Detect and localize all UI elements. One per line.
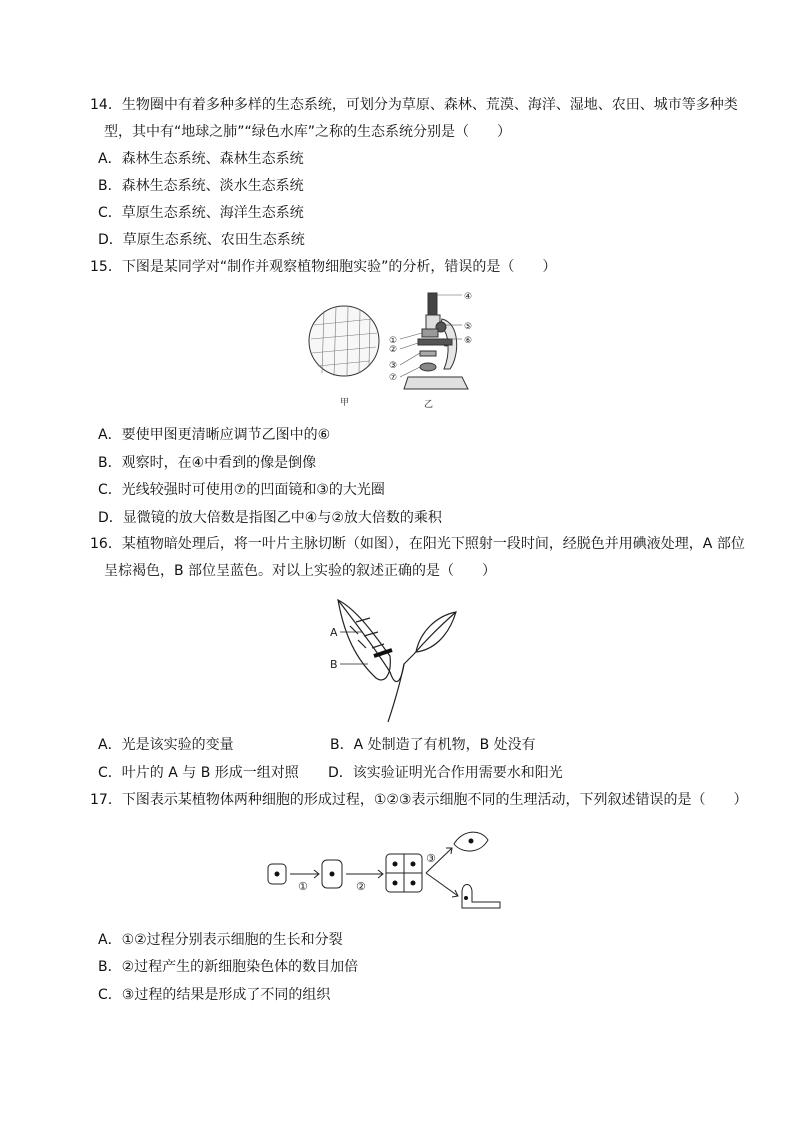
marker-4: ④ — [464, 292, 473, 302]
q17-stem: 17．下图表示某植物体两种细胞的形成过程，①②③表示细胞不同的生理活动，下列叙述错误的是（ ） — [90, 792, 748, 808]
q16-option-a: A．光是该实验的变量 — [98, 737, 234, 753]
marker-2: ② — [389, 345, 398, 355]
q15-stem: 15．下图是某同学对“制作并观察植物细胞实验”的分析，错误的是（ ） — [90, 259, 557, 275]
q16-stem-line2: 呈棕褐色，B 部位呈蓝色。对以上实验的叙述正确的是（ ） — [104, 563, 497, 579]
q17-option-b: B．②过程产生的新细胞染色体的数目加倍 — [98, 959, 359, 975]
microscope-yi — [400, 293, 468, 389]
q17-option-a: A．①②过程分别表示细胞的生长和分裂 — [98, 932, 343, 948]
q16-option-d: D．该实验证明光合作用需要水和阳光 — [328, 765, 563, 781]
step-2-label: ② — [356, 880, 366, 893]
q14-option-d: D．草原生态系统、农田生态系统 — [98, 232, 305, 248]
marker-7: ⑦ — [389, 373, 398, 383]
q17-cell-figure — [266, 820, 526, 920]
leaf-label-b: B — [330, 658, 338, 671]
q16-option-c: C．叶片的 A 与 B 形成一组对照 — [98, 765, 299, 781]
q15-option-c: C．光线较强时可使用⑦的凹面镜和③的大光圈 — [98, 482, 385, 498]
q14-option-b: B．森林生态系统、淡水生态系统 — [98, 178, 304, 194]
q15-option-b: B．观察时，在④中看到的像是倒像 — [98, 455, 317, 471]
q17-option-c: C．③过程的结果是形成了不同的组织 — [98, 987, 331, 1003]
q16-stem-line1: 16．某植物暗处理后，将一叶片主脉切断（如图），在阳光下照射一段时间，经脱色并用碘液处理，A 部位 — [90, 536, 745, 552]
label-jia: 甲 — [340, 398, 350, 408]
q14-stem-line2: 型，其中有“地球之肺”“绿色水库”之称的生态系统分别是（ ） — [104, 124, 512, 140]
marker-6: ⑥ — [464, 336, 473, 346]
q16-leaf-figure — [328, 592, 468, 728]
leaf-label-a: A — [330, 626, 338, 639]
q14-stem-line1: 14．生物圈中有着多种多样的生态系统，可划分为草原、森林、荒漠、海洋、湿地、农田、城市等多种类 — [90, 97, 738, 113]
label-yi: 乙 — [424, 400, 434, 410]
q14-option-c: C．草原生态系统、海洋生态系统 — [98, 205, 304, 221]
q15-figure — [300, 285, 500, 417]
marker-1: ① — [389, 336, 398, 346]
marker-5: ⑤ — [464, 322, 473, 332]
q14-option-a: A．森林生态系统、森林生态系统 — [98, 151, 304, 167]
q15-option-d: D．显微镜的放大倍数是指图乙中④与②放大倍数的乘积 — [98, 510, 442, 526]
step-1-label: ① — [298, 880, 308, 893]
cell-view-jia — [309, 306, 379, 376]
q15-option-a: A．要使甲图更清晰应调节乙图中的⑥ — [98, 427, 331, 443]
step-3-label: ③ — [426, 852, 436, 865]
marker-3: ③ — [389, 361, 398, 371]
q16-option-b: B．A 处制造了有机物，B 处没有 — [330, 737, 536, 753]
